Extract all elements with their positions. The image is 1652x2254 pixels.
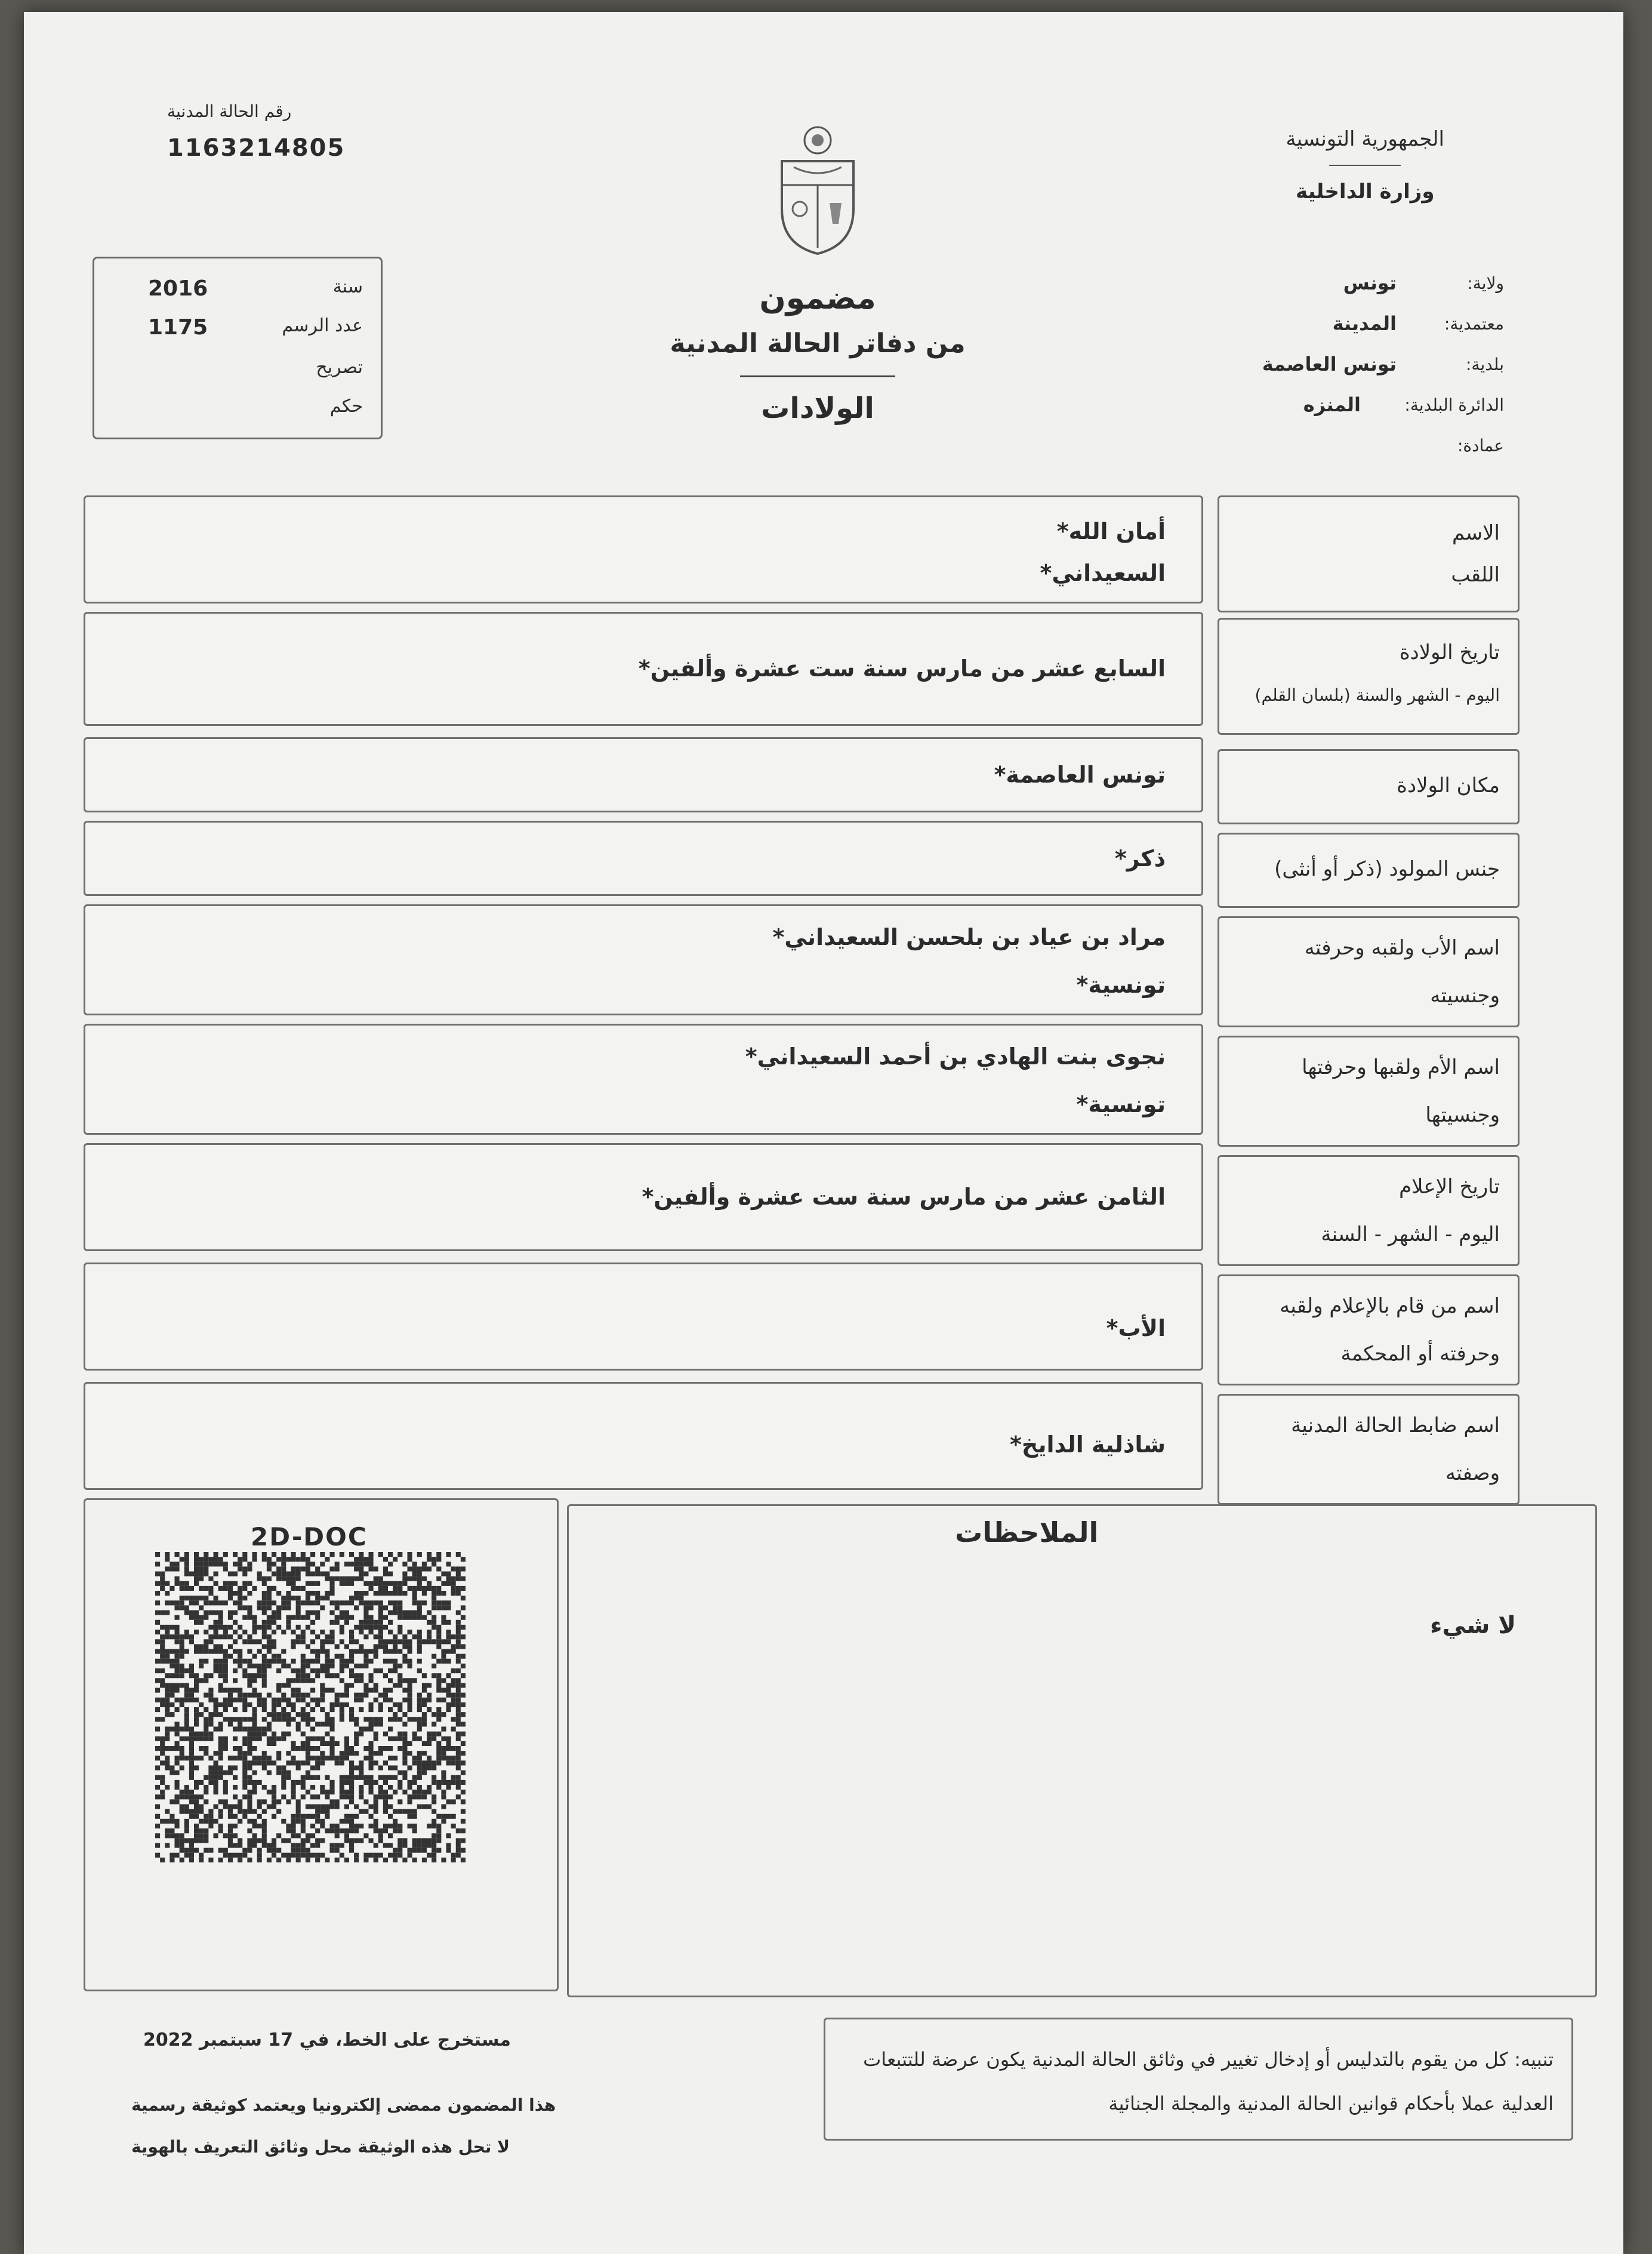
document-title	[561, 281, 1074, 425]
declarant-value: الأب*	[1106, 1315, 1166, 1341]
birth-date-value-box	[84, 612, 1203, 726]
surname-value: السعيداني*	[1040, 560, 1166, 586]
civil-number-label: رقم الحالة المدنية	[167, 101, 292, 121]
qr-code-icon	[155, 1552, 466, 1862]
birth-place-value: تونس العاصمة*	[994, 762, 1166, 788]
father-nationality: تونسية*	[1076, 972, 1166, 998]
birth-place-label: مكان الولادة	[1397, 774, 1500, 797]
not-id-note: لا تحل هذه الوثيقة محل وثائق التعريف بالهوية	[131, 2137, 510, 2157]
registry-year-row	[106, 276, 363, 301]
extraction-date: مستخرج على الخط، في 17 سبتمبر 2022	[143, 2030, 511, 2050]
district-value: المنزه	[1303, 393, 1361, 416]
declarant-sublabel: وحرفته أو المحكمة	[1340, 1342, 1500, 1366]
document-page	[24, 12, 1623, 2254]
father-sublabel: وجنسيته	[1430, 984, 1500, 1008]
officer-label-box	[1218, 1394, 1520, 1505]
registry-box	[93, 257, 383, 439]
registry-judgment-row	[106, 396, 363, 417]
sex-value-box	[84, 821, 1203, 896]
declaration-date-value-box	[84, 1143, 1203, 1251]
judgment-label: حكم	[329, 396, 363, 417]
officer-value: شاذلية الدايخ*	[1010, 1431, 1166, 1458]
declaration-label: تصريح	[316, 357, 363, 378]
municipality-value: تونس العاصمة	[1262, 353, 1397, 375]
civil-number: 1163214805	[167, 134, 346, 162]
declaration-date-label-box	[1218, 1155, 1520, 1266]
governorate-value: تونس	[1343, 272, 1397, 294]
birth-date-sublabel: اليوم - الشهر والسنة (بلسان القلم)	[1255, 685, 1500, 705]
delegation-value: المدينة	[1332, 312, 1397, 335]
birth-date-value: السابع عشر من مارس سنة ست عشرة وألفين*	[638, 655, 1166, 682]
notes-title: الملاحظات	[955, 1516, 1099, 1548]
name-label-box	[1218, 495, 1520, 612]
birth-place-label-box	[1218, 749, 1520, 824]
officer-sublabel: وصفته	[1446, 1461, 1500, 1485]
declarant-label-box	[1218, 1274, 1520, 1385]
birth-place-value-box	[84, 737, 1203, 812]
year-value: 2016	[148, 276, 208, 301]
name-value-box	[84, 495, 1203, 603]
registry-record-row	[106, 315, 363, 340]
delegation-row	[1218, 303, 1504, 344]
delegation-label: معتمدية:	[1444, 313, 1504, 334]
notes-box	[567, 1504, 1597, 1997]
header-authority	[1286, 113, 1444, 217]
district-label: الدائرة البلدية:	[1404, 395, 1504, 415]
governorate-label: ولاية:	[1467, 273, 1504, 293]
name-label: الاسم	[1452, 521, 1500, 545]
warning-text: تنبيه: كل من يقوم بالتدليس أو إدخال تغيير في وثائق الحالة المدنية يكون عرضة للتتبعات العدلية عملا بأحكام قوانين الحالة المدنية والمجلة الجنائية	[863, 2048, 1554, 2115]
father-label-box	[1218, 916, 1520, 1027]
republic-title: الجمهورية التونسية	[1286, 127, 1444, 151]
municipality-label: بلدية:	[1466, 354, 1504, 374]
father-value-box	[84, 904, 1203, 1015]
mother-label: اسم الأم ولقبها وحرفتها	[1302, 1055, 1500, 1079]
title-line1: مضمون	[759, 281, 876, 316]
declarant-value-box	[84, 1263, 1203, 1371]
warning-box	[824, 2018, 1573, 2141]
municipality-row	[1218, 344, 1504, 384]
notes-text: لا شيء	[1430, 1612, 1516, 1639]
governorate-row	[1218, 263, 1504, 303]
birth-date-label: تاريخ الولادة	[1399, 641, 1500, 664]
coat-of-arms-icon	[770, 119, 865, 257]
record-value: 1175	[148, 315, 208, 340]
admin-info	[1218, 263, 1504, 466]
declaration-date-label: تاريخ الإعلام	[1399, 1175, 1500, 1199]
imada-label: عمادة:	[1457, 435, 1504, 455]
name-value: أمان الله*	[1056, 518, 1166, 544]
mother-value-box	[84, 1024, 1203, 1135]
record-label: عدد الرسم	[282, 315, 363, 336]
registry-declaration-row	[106, 357, 363, 378]
sex-label: جنس المولود (ذكر أو أنثى)	[1274, 857, 1500, 881]
officer-label: اسم ضابط الحالة المدنية	[1291, 1414, 1500, 1437]
qr-label: 2D-DOC	[251, 1522, 368, 1551]
ministry-title: وزارة الداخلية	[1296, 180, 1435, 204]
sex-label-box	[1218, 833, 1520, 908]
imada-row	[1218, 425, 1504, 466]
mother-label-box	[1218, 1036, 1520, 1147]
title-divider	[740, 375, 895, 377]
father-label: اسم الأب ولقبه وحرفته	[1304, 936, 1500, 960]
mother-value: نجوى بنت الهادي بن أحمد السعيداني*	[745, 1043, 1166, 1070]
sex-value: ذكر*	[1114, 845, 1166, 872]
birth-date-label-box	[1218, 618, 1520, 735]
mother-nationality: تونسية*	[1076, 1091, 1166, 1117]
electronic-signature-note: هذا المضمون ممضى إلكترونيا ويعتمد كوثيقة رسمية	[131, 2095, 556, 2115]
declaration-date-sublabel: اليوم - الشهر - السنة	[1321, 1223, 1500, 1246]
mother-sublabel: وجنسيتها	[1425, 1103, 1500, 1127]
officer-value-box	[84, 1382, 1203, 1490]
title-line2: من دفاتر الحالة المدنية	[670, 328, 966, 359]
district-row	[1218, 384, 1504, 425]
title-line3: الولادات	[761, 392, 874, 425]
year-label: سنة	[332, 276, 363, 297]
surname-label: اللقب	[1451, 563, 1500, 587]
father-value: مراد بن عياد بن بلحسن السعيداني*	[772, 924, 1166, 950]
declarant-label: اسم من قام بالإعلام ولقبه	[1280, 1294, 1500, 1318]
declaration-date-value: الثامن عشر من مارس سنة ست عشرة وألفين*	[642, 1184, 1166, 1210]
